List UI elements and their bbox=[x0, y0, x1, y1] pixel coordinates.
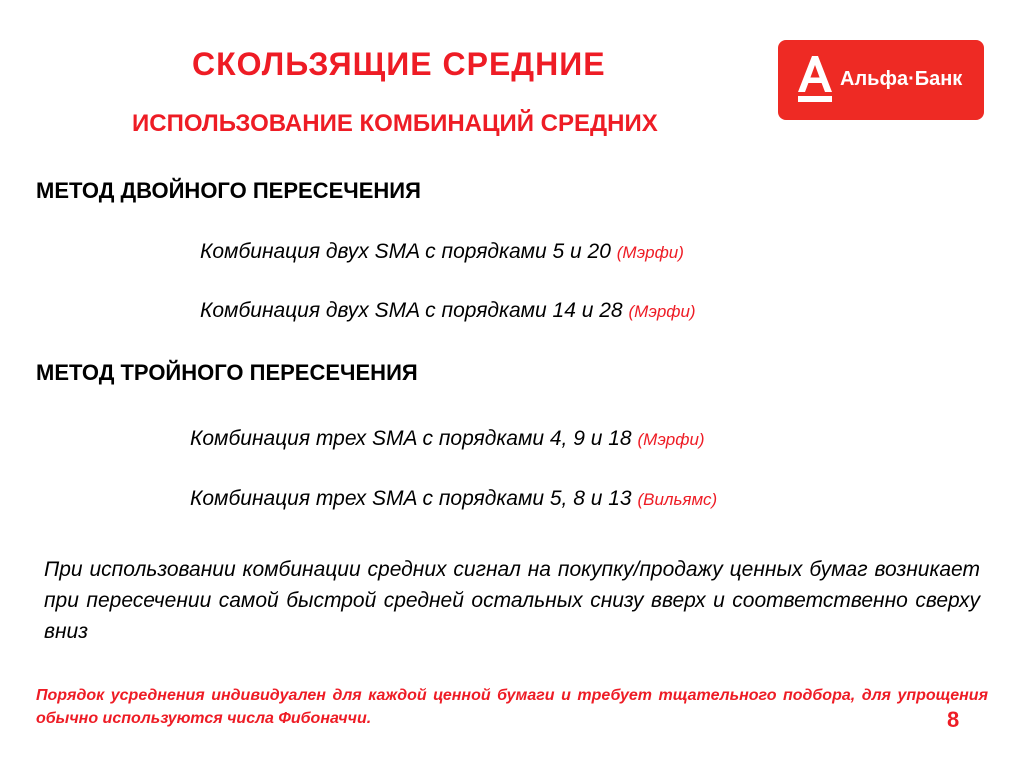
list-item bbox=[190, 487, 717, 511]
footnote: Порядок усреднения индивидуален для каждой ценной бумаги и требует тщательного подбора, для упрощения обычно используются числа Фибоначчи. bbox=[36, 687, 988, 727]
item-author: (Мэрфи) bbox=[628, 302, 696, 321]
item-text: Комбинация трех SMA с порядками 5, 8 и 13 bbox=[190, 487, 632, 510]
item-text: Комбинация двух SMA с порядками 14 и 28 bbox=[200, 299, 623, 322]
item-author: (Мэрфи) bbox=[637, 430, 705, 449]
item-author: (Мэрфи) bbox=[616, 243, 684, 262]
triple-crossover-heading: МЕТОД ТРОЙНОГО ПЕРЕСЕЧЕНИЯ bbox=[36, 360, 418, 385]
slide-subtitle: ИСПОЛЬЗОВАНИЕ КОМБИНАЦИЙ СРЕДНИХ bbox=[132, 110, 658, 137]
alfa-letter-icon bbox=[798, 56, 832, 104]
list-item bbox=[190, 427, 705, 451]
item-text: Комбинация двух SMA с порядками 5 и 20 bbox=[200, 240, 611, 263]
logo-text: Альфа·Банк bbox=[840, 68, 963, 90]
list-item bbox=[200, 299, 696, 323]
page-number: 8 bbox=[947, 707, 960, 732]
alfa-bank-logo bbox=[778, 40, 984, 120]
item-author: (Вильямс) bbox=[637, 490, 718, 509]
signal-paragraph: При использовании комбинации средних сигнал на покупку/продажу ценных бумаг возникает при пересечении самой быстрой средней остальных снизу вверх и соответственно сверху вниз bbox=[44, 558, 980, 643]
list-item bbox=[200, 240, 684, 264]
double-crossover-heading: МЕТОД ДВОЙНОГО ПЕРЕСЕЧЕНИЯ bbox=[36, 178, 421, 203]
slide-title: СКОЛЬЗЯЩИЕ СРЕДНИЕ bbox=[192, 46, 606, 82]
item-text: Комбинация трех SMA с порядками 4, 9 и 18 bbox=[190, 427, 632, 450]
